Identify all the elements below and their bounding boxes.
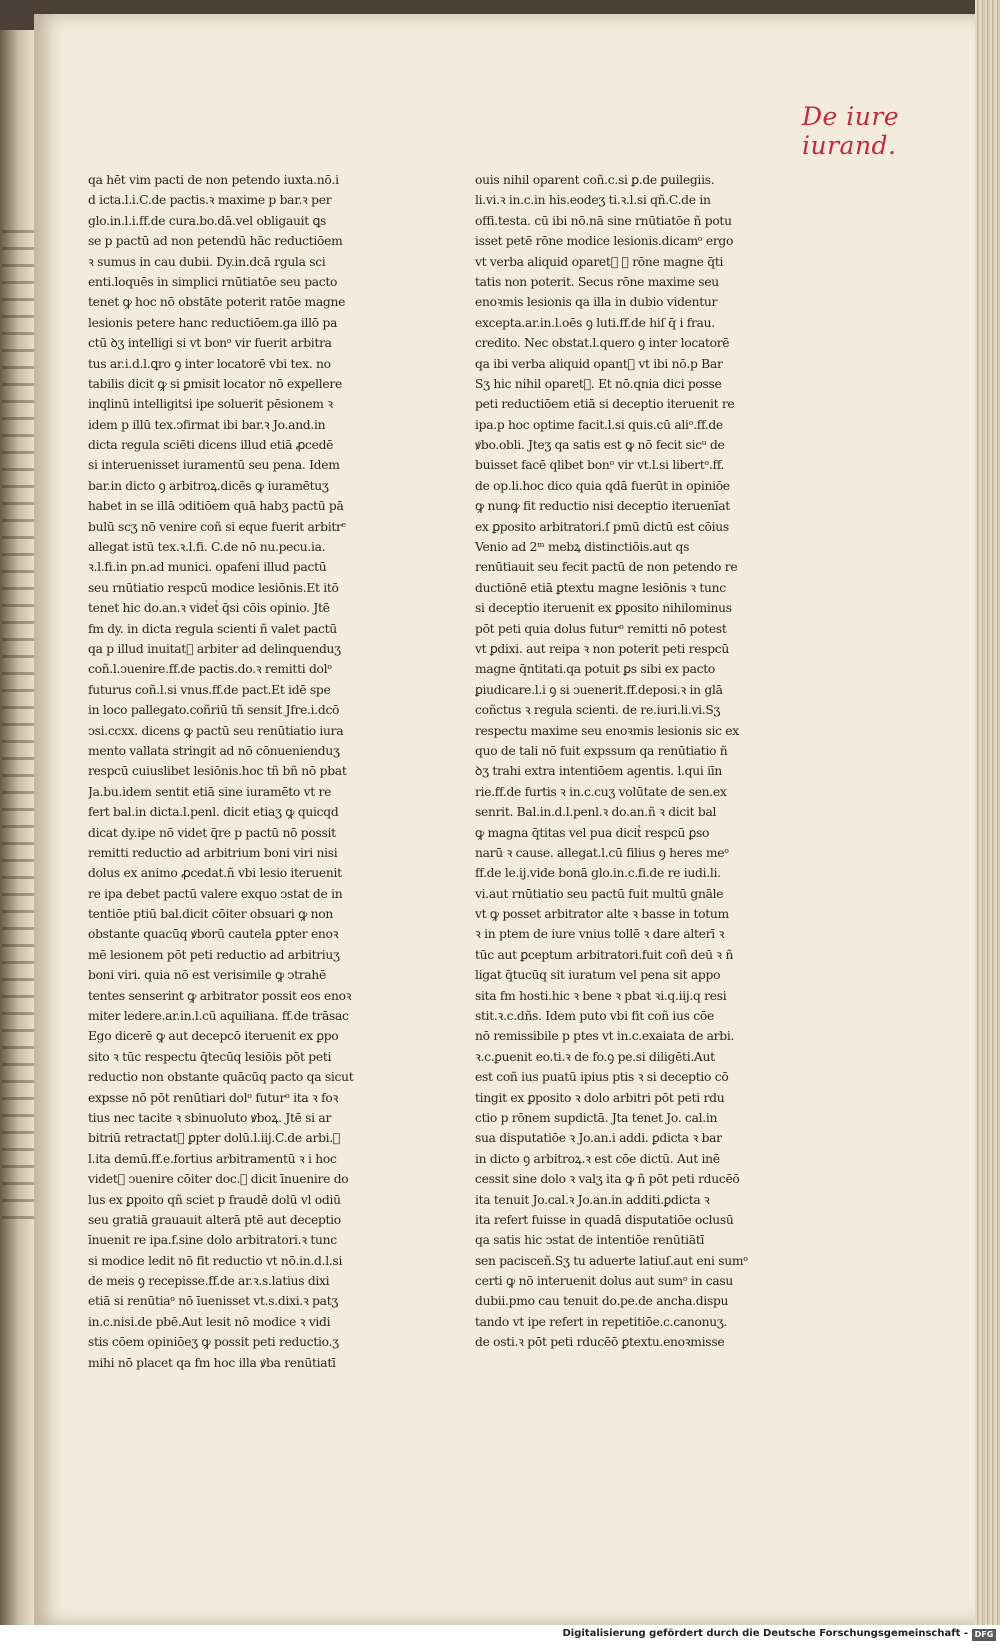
text-line: ꝛ.l.fi.in pn.ad munici. opafeni illud pactū [88, 560, 327, 575]
text-line: qa p illud inuitatᷣ arbiter ad delinquenduʒ [88, 641, 341, 656]
text-line: bulū scʒ nō venire coñ si eque fuerit arbitrᵉ [88, 519, 347, 534]
text-line: Sʒ hic nihil oparetᷣ. Et nō.qnia dici posse [475, 376, 722, 391]
text-line: peti reductiōem etiā si deceptio iteruenit re [475, 397, 735, 412]
text-line: ꝛ in ptem de iure vnius tollē ꝛ dare alterī ꝛ [475, 927, 725, 942]
text-line: respectu maxime seu enoꝛmis lesionis sic ex [475, 723, 739, 738]
text-line: ctio p rōnem supdictā. Jta tenet Jo. cal.in [475, 1110, 718, 1125]
text-line: expsse nō pōt renūtiari dolᵒ futurᵒ ita ꝛ foꝛ [88, 1090, 339, 1105]
left-text-column [88, 170, 368, 1373]
text-line: sito ꝛ tūc respectu q̄tecūq lesiōis pōt peti [88, 1049, 332, 1064]
text-line: Venio ad 2ᵐ mebꝝ distinctiōis.aut qs [475, 540, 690, 555]
text-line: idem p illū tex.ↄfirmat ibi bar.ꝛ Jo.and.in [88, 417, 326, 432]
text-line: vt ꝙ posset arbitrator alte ꝛ basse in totum [475, 907, 729, 922]
text-line: qa satis hic ↄstat de intentiōe renūtiātī [475, 1233, 705, 1248]
text-line: mē lesionem pōt peti reductio ad arbitriuʒ [88, 947, 340, 962]
text-line: inqlinū intelligitsi ipe soluerit pēsionem ꝛ [88, 397, 333, 412]
text-line: tenet ꝙ hoc nō obstāte poterit ratōe magne [88, 295, 346, 310]
text-line: glo.in.l.i.ff.de cura.bo.dā.vel obligauit ꝗs [88, 213, 327, 228]
text-line: sua disputatiōe ꝛ Jo.an.i addi. ꝑdicta ꝛ bar [475, 1131, 722, 1146]
running-head: De iure iurand. [802, 102, 900, 160]
text-line: ouis nihil oparent coñ.c.si ꝑ.de ꝑuilegiis. [475, 173, 715, 187]
text-line: miter ledere.ar.in.l.cū aquiliana. ff.de trāsac [88, 1009, 349, 1024]
text-line: renūtiauit seu fecit pactū de non petendo re [475, 560, 738, 575]
text-line: ita refert fuisse in quadā disputatiōe oclusū [475, 1212, 734, 1227]
text-line: tentiōe ptiū bal.dicit cōiter obsuari ꝙ non [88, 907, 333, 922]
text-line: ipa.p hoc optime facit.l.si quis.cū aliᵒ.ff.de [475, 417, 723, 432]
right-text-column [475, 170, 755, 1353]
text-line: isset petē rōne modice lesionis.dicamᵒ ergo [475, 234, 734, 249]
text-line: rie.ff.de furtis ꝛ in.c.cuʒ volūtate de sen.ex [475, 784, 727, 799]
text-line: quo de tali nō fuit expssum qa renūtiatio ñ [475, 743, 728, 758]
facing-page-text [2, 230, 36, 1230]
text-line: qa hēt vim pacti de non petendo iuxta.nō.i [88, 173, 339, 187]
text-line: tatis non poterit. Secus rōne maxime seu [475, 274, 719, 289]
text-line: se p pactū ad non petendū hāc reductiōem [88, 234, 343, 249]
text-line: credito. Nec obstat.l.quero ꝯ inter locatorē [475, 336, 730, 351]
dfg-logo: DFG [972, 1629, 996, 1641]
text-line: est coñ ius puatū ipius ptis ꝛ si deceptio cō [475, 1070, 729, 1085]
text-line: ductiōnē etiā ꝑtextu magne lesiōnis ꝛ tunc [475, 580, 726, 595]
text-line: sita fm hosti.hic ꝛ bene ꝛ pbat ꝛi.q.iij.q resi [475, 988, 727, 1003]
text-line: senrit. Bal.in.d.l.penl.ꝛ do.an.ñ ꝛ dicit bal [475, 805, 717, 820]
text-line: ꝛ sumus in cau dubii. Dy.in.dcā rgula sci [88, 254, 326, 269]
text-line: buisset facē qlibet bonᵒ vir vt.l.si libertᵒ.ff. [475, 458, 725, 473]
text-line: si deceptio iteruenit ex ꝑposito nihilominus [475, 601, 732, 616]
text-line: videtᷣ ↄuenire cōiter doc.ꝛ dicit īnuenire do [88, 1172, 349, 1187]
text-line: qa ibi verba aliquid opantᷣ vt ibi nō.p Bar [475, 356, 723, 371]
text-line: tius nec tacite ꝛ sbinuoluto ꝟboꝝ. Jtē si ar [88, 1110, 332, 1125]
text-line: fert bal.in dicta.l.penl. dicit etiaʒ ꝙ quicqd [88, 805, 339, 820]
text-line: reductio non obstante quācūq pacto qa sicut [88, 1070, 354, 1085]
text-line: fm dy. in dicta regula scienti ñ valet pactū [88, 621, 337, 636]
text-line: Ego dicerē ꝙ aut decepcō iteruenit ex ꝑpo [88, 1029, 339, 1044]
text-line: enoꝛmis lesionis qa illa in dubio videntur [475, 295, 718, 310]
text-line: allegat istū tex.ꝛ.l.fi. C.de nō nu.pecu.ia. [88, 540, 326, 555]
text-line: ꝙ magna q̄titas vel pua dicitᷣ respcū ꝑso [475, 825, 710, 840]
text-line: īnuenit re ipa.f.sine dolo arbitratori.ꝛ tunc [88, 1233, 337, 1248]
text-line: ꝟbo.obli. Jteʒ qa satis est ꝙ nō fecit sicᵘ de [475, 438, 725, 453]
text-line: obstante quacūq ꝟborū cautela ꝑpter enoꝛ [88, 927, 339, 942]
text-line: nō remissibile p ptes vt in.c.exaiata de arbi. [475, 1029, 735, 1044]
text-line: dicta regula sciēti dicens illud etiā ꝓcedē [88, 438, 334, 453]
text-line: in.c.nisi.de pbē.Aut lesit nō modice ꝛ vidi [88, 1314, 331, 1329]
text-line: ligat q̄tucūq sit iuratum vel pena sit appo [475, 968, 721, 983]
text-line: tentes senserint ꝙ arbitrator possit eos enoꝛ [88, 988, 352, 1003]
text-line: habet in se illā ↄditiōem quā habʒ pactū pā [88, 499, 344, 514]
text-line: offi.testa. cū ibi nō.nā sine rnūtiatōe ñ potu [475, 213, 732, 228]
text-line: ctū ꝺʒ intelligi si vt bonᵒ vir fuerit arbitra [88, 336, 332, 351]
text-line: dicat dy.ipe nō videt q̄re p pactū nō possit [88, 825, 336, 840]
text-line: Ja.bu.idem sentit etiā sine iuramēto vt re [88, 784, 332, 799]
text-line: dolus ex animo ꝓcedat.ñ vbi lesio iteruenit [88, 866, 342, 881]
text-line: certi ꝙ nō interuenit dolus aut sumᵒ in casu [475, 1274, 734, 1289]
text-line: tenet hic do.an.ꝛ videtᷣ q̄si cōis opinio. Jtē [88, 601, 330, 616]
text-line: cessit sine dolo ꝛ valʒ ita ꝙ ñ pōt peti rducēō [475, 1172, 740, 1187]
footer-bar [0, 1625, 1000, 1645]
text-line: bar.in dicto ꝯ arbitroꝝ.dicēs ꝙ iuramētuʒ [88, 478, 329, 493]
text-line: in dicto ꝯ arbitroꝝ.ꝛ est cōe dictū. Aut inē [475, 1151, 720, 1166]
text-line: coñ.l.ↄuenire.ff.de pactis.do.ꝛ remitti dolᵒ [88, 662, 332, 677]
text-line: etiā si renūtiaᵒ nō īuenisset vt.s.dixi.ꝛ patʒ [88, 1294, 338, 1309]
text-line: ꝛ.c.ꝑuenit eo.ti.ꝛ de fo.ꝯ pe.si diligēti.Aut [475, 1049, 715, 1064]
text-line: ꝙ nunꝙ fit reductio nisi deceptio iteruenīat [475, 499, 730, 514]
text-line: tando vt ipe refert in repetitiōe.c.canonuʒ. [475, 1314, 728, 1329]
text-line: ff.de le.ij.vide bonā glo.in.c.fi.de re iudi.li. [475, 866, 721, 881]
page-stack-edge [975, 0, 1000, 1625]
text-line: narū ꝛ cause. allegat.l.cū filius ꝯ heres meᵒ [475, 845, 729, 860]
text-line: enti.loquēs in simplici rnūtiatōe seu pacto [88, 274, 338, 289]
text-line: remitti reductio ad arbitrium boni viri nisi [88, 845, 338, 860]
text-line: coñctus ꝛ regula scienti. de re.iuri.li.vi.Sʒ [475, 703, 721, 718]
text-line: ꝑiudicare.l.i ꝯ si ↄuenerit.ff.deposi.ꝛ in glā [475, 682, 723, 697]
text-line: tingit ex ꝑposito ꝛ dolo arbitri pōt peti rdu [475, 1090, 725, 1105]
text-line: respcū cuiuslibet lesiōnis.hoc tñ bñ nō pbat [88, 764, 347, 779]
text-line: in loco pallegato.coñriū tñ sensit Jfre.i.dcō [88, 703, 340, 718]
text-line: li.vi.ꝛ in.c.in his.eodeʒ ti.ꝛ.l.si qñ.C.de in [475, 193, 711, 208]
text-line: mento vallata stringit ad nō cōnuenienduʒ [88, 743, 340, 758]
text-line: vt verba aliquid oparetᷣ ꝙ rōne magne q̄ti [475, 254, 724, 269]
text-line: ex ꝑposito arbitratori.ſ pmū dictū est cōius [475, 519, 729, 534]
text-line: si modice ledit nō fit reductio vt nō.in.d.l.si [88, 1253, 343, 1268]
text-line: mihi nō placet qa fm hoc illa ꝟba renūtiatī [88, 1355, 336, 1370]
text-line: seu rnūtiatio respcū modice lesiōnis.Et itō [88, 580, 339, 595]
text-line: pōt peti quia dolus futurᵒ remitti nō potest [475, 621, 727, 636]
text-line: dubii.pmo cau tenuit do.pe.de ancha.dispu [475, 1294, 729, 1309]
text-line: bitriū retractatᷣ ꝑpter dolū.l.iij.C.de arbi.ꝛ [88, 1131, 340, 1146]
text-line: si interuenisset iuramentū seu pena. Idem [88, 458, 340, 473]
text-line: boni viri. quia nō est verisimile ꝙ ↄtrahē [88, 968, 326, 983]
text-line: de osti.ꝛ pōt peti rducēō ꝑtextu.enoꝛmisse [475, 1335, 725, 1350]
text-line: vt ꝑdixi. aut reipa ꝛ non poterit peti respcū [475, 641, 730, 656]
text-line: lesionis petere hanc reductiōem.ga illō pa [88, 315, 338, 330]
text-line: ↄsi.ccxx. dicens ꝙ pactū seu renūtiatio iura [88, 723, 344, 738]
footer-credit: Digitalisierung gefördert durch die Deutsche Forschungsgemeinschaft - [562, 1628, 968, 1639]
text-line: re ipa debet pactū valere exquo ↄstat de in [88, 886, 343, 901]
text-line: stit.ꝛ.c.dñs. Idem puto vbi fit coñ ius cōe [475, 1009, 714, 1024]
text-line: d icta.l.i.C.de pactis.ꝛ maxime p bar.ꝛ per [88, 193, 332, 208]
text-line: sen pacisceñ.Sʒ tu aduerte latiuſ.aut eni sumᵒ [475, 1253, 748, 1268]
text-line: stis cōem opiniōeʒ ꝙ possit peti reductio.ʒ [88, 1335, 339, 1350]
text-line: ita tenuit Jo.cal.ꝛ Jo.an.in additi.ꝑdicta ꝛ [475, 1192, 710, 1207]
text-line: de meis ꝯ recepisse.ff.de ar.ꝛ.s.latius dixi [88, 1274, 330, 1289]
text-line: seu gratiā grauauit alterā ptē aut deceptio [88, 1212, 341, 1227]
text-line: vi.aut rnūtiatio seu pactū fuit multū gnāle [475, 886, 724, 901]
text-line: tabilis dicit ꝙ si ꝑmisit locator nō expellere [88, 376, 342, 391]
text-line: de op.li.hoc dico quia qdā fuerūt in opiniōe [475, 478, 730, 493]
text-line: futurus coñ.l.si vnus.ff.de pact.Et idē spe [88, 682, 331, 697]
text-line: tus ar.i.d.l.ꝗro ꝯ inter locatorē vbi tex. no [88, 356, 331, 371]
text-line: tūc aut ꝑceptum arbitratori.fuit coñ deū ꝛ ñ [475, 947, 734, 962]
text-line: magne q̄ntitati.qa potuit ꝑs sibi ex pacto [475, 662, 715, 677]
text-line: lus ex ꝑpoito qñ sciet p fraudē dolū vl odiū [88, 1192, 341, 1207]
text-line: ꝺʒ trahi extra intentiōem agentis. l.qui iīn [475, 764, 722, 779]
text-line: l.ita demū.ff.e.fortius arbitramentū ꝛ i hoc [88, 1151, 337, 1166]
text-line: excepta.ar.in.l.oēs ꝯ luti.ff.de hiſ q̄ i frau. [475, 315, 715, 330]
